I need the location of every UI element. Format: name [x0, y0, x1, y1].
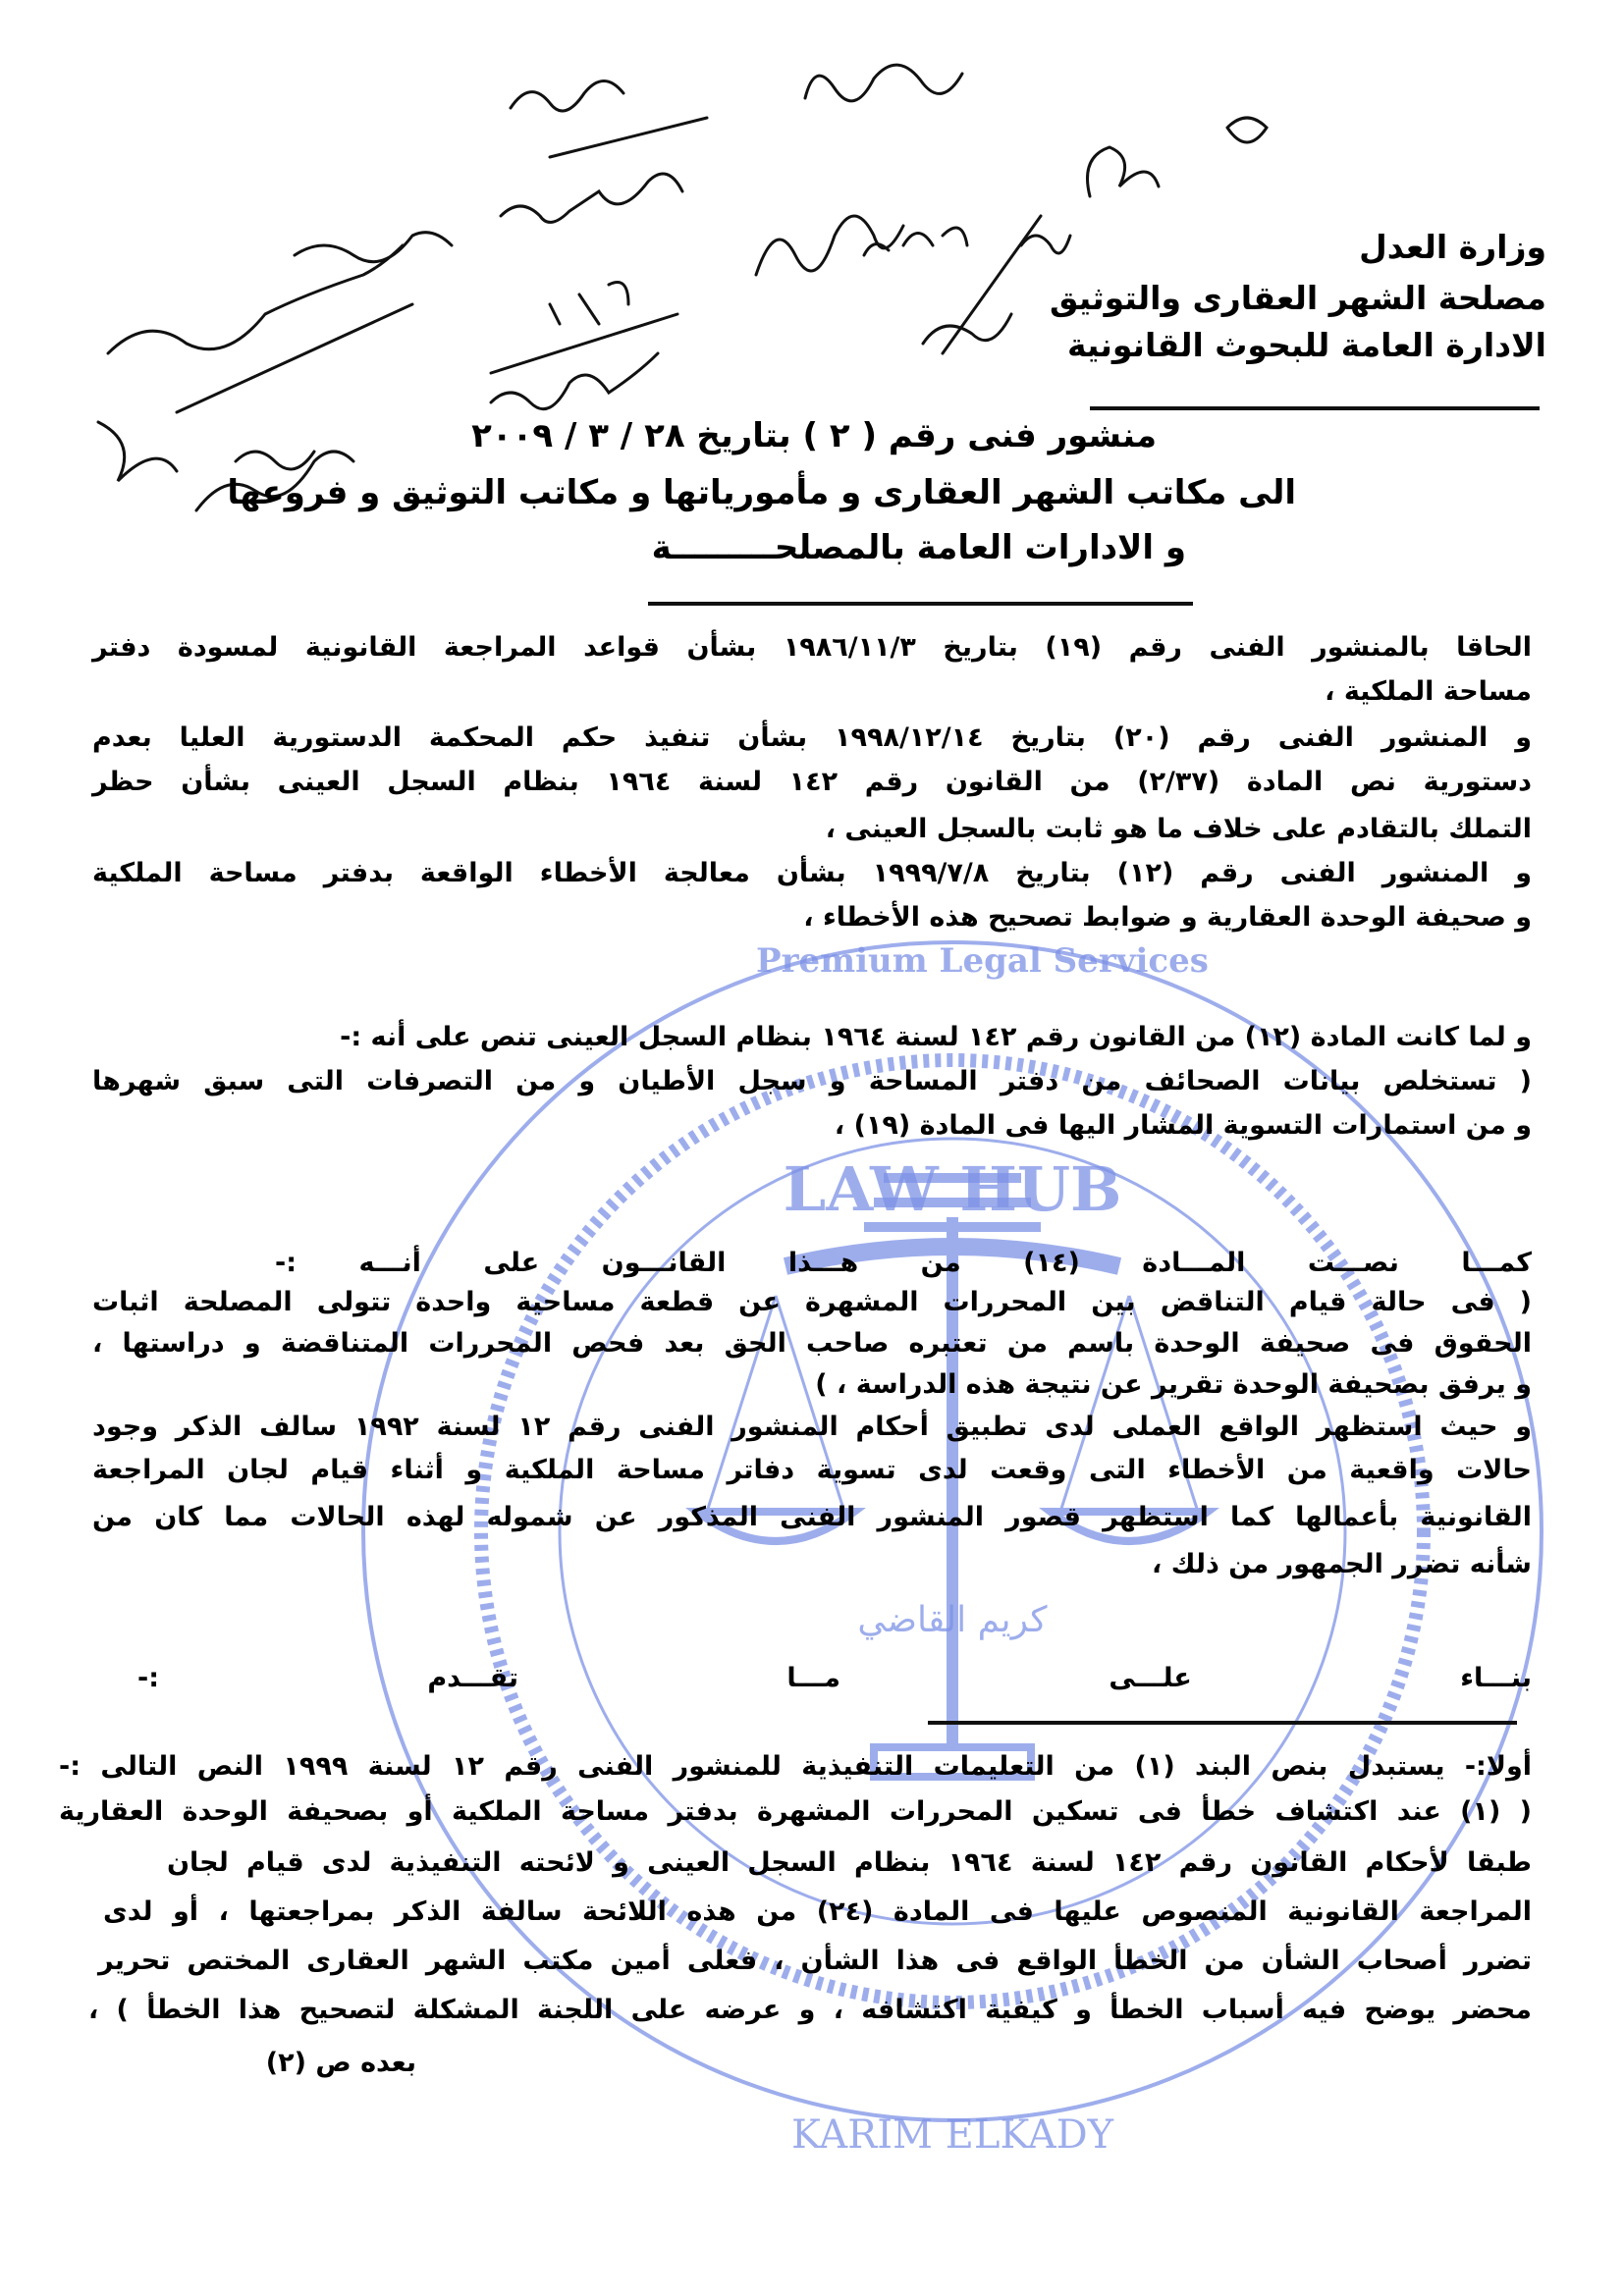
body-line: و من استمارات التسوية المشار اليها فى المادة (١٩) ،	[834, 1110, 1532, 1141]
therefore-heading: بنـــاء علـــى مـــا تقـــدم :-	[137, 1663, 1532, 1693]
body-line: و صحيفة الوحدة العقارية و ضوابط تصحيح هذه الأخطاء ،	[803, 902, 1532, 933]
body-line: حالات واقعية من الأخطاء التى وقعت لدى تسوية دفاتر مساحة الملكية و أثناء قيام لجان المراجعة	[92, 1455, 1532, 1485]
watermark-name-en: KARIM ELKADY	[790, 2112, 1114, 2158]
body-line: المراجعة القانونية المنصوص عليها فى المادة (٢٤) من هذه اللائحة سالفة الذكر بمراجعتها ، أو لدى	[103, 1896, 1532, 1927]
body-line: القانونية بأعمالها كما استظهر قصور المنشور الفنى المذكور عن شموله لهذه الحالات مما كان من	[92, 1502, 1532, 1532]
ministry-name: وزارة العدل	[1359, 228, 1546, 266]
body-line: أولا:- يستبدل بنص البند (١) من التعليمات التنفيذية للمنشور الفنى رقم ١٢ لسنة ١٩٩٩ النص التالى :-	[59, 1751, 1532, 1782]
watermark-brand: LAW HUB	[783, 1153, 1122, 1225]
circular-title: منشور فنى رقم ( ٢ ) بتاريخ ٢٨ / ٣ / ٢٠٠٩	[471, 416, 1157, 455]
body-line: و حيث استظهر الواقع العملى لدى تطبيق أحكام المنشور الفنى رقم ١٢ لسنة ١٩٩٢ سالف الذكر وجود	[92, 1412, 1532, 1442]
section-divider	[928, 1721, 1517, 1725]
body-line: ( (١) عند اكتشاف خطأ فى تسكين المحررات المشهرة بدفتر مساحة الملكية أو بصحيفة الوحدة العقارية	[59, 1796, 1532, 1827]
body-line: دستورية نص المادة (٢/٣٧) من القانون رقم ١٤٢ لسنة ١٩٦٤ بنظام السجل العينى بشأن حظر	[92, 767, 1532, 797]
body-line: و المنشور الفنى رقم (١٢) بتاريخ ١٩٩٩/٧/٨ بشأن معالجة الأخطاء الواقعة بدفتر مساحة الملكية	[92, 858, 1532, 888]
body-line: ( فى حالة قيام التناقض بين المحررات المشهرة عن قطعة مساحية واحدة تتولى المصلحة اثبات	[92, 1287, 1532, 1317]
body-line: الحقوق فى صحيفة الوحدة باسم من تعتبره صاحب الحق بعد فحص المحررات المتناقضة و دراستها ،	[92, 1328, 1532, 1359]
circular-addressee-2: و الادارات العامة بالمصلحـــــــــة	[651, 528, 1186, 567]
body-line: التملك بالتقادم على خلاف ما هو ثابت بالسجل العينى ،	[825, 814, 1532, 844]
department-name: الادارة العامة للبحوث القانونية	[1066, 326, 1546, 364]
body-line: طبقا لأحكام القانون رقم ١٤٢ لسنة ١٩٦٤ بنظام السجل العينى و لائحته التنفيذية لدى قيام لجان	[167, 1847, 1532, 1878]
body-line: و المنشور الفنى رقم (٢٠) بتاريخ ١٩٩٨/١٢/١٤ بشأن تنفيذ حكم المحكمة الدستورية العليا بعدم	[92, 722, 1533, 753]
watermark-tagline: Premium Legal Services	[756, 941, 1209, 981]
body-line: و يرفق بصحيفة الوحدة تقرير عن نتيجة هذه الدراسة ، )	[815, 1369, 1532, 1400]
circular-addressee-1: الى مكاتب الشهر العقارى و مأمورياتها و مكاتب التوثيق و فروعها	[227, 473, 1296, 512]
page-continuation: بعده ص (٢)	[265, 2048, 416, 2078]
body-line: شأنه تضرر الجمهور من ذلك ،	[1152, 1549, 1532, 1579]
body-line: مساحة الملكية ،	[1325, 676, 1532, 707]
body-line: ( تستخلص بيانات الصحائف من دفتر المساحة و سجل الأطيان و من التصرفات التى سبق شهرها	[92, 1066, 1532, 1096]
body-line: تضرر أصحاب الشأن من الخطأ الواقع فى هذا الشأن ، فعلى أمين مكتب الشهر العقارى المختص تحرير	[98, 1946, 1532, 1976]
title-divider	[648, 602, 1193, 606]
authority-name: مصلحة الشهر العقارى والتوثيق	[1050, 279, 1546, 317]
body-line: كمـــا نصـــت المـــادة (١٤) من هـــذا القانـــون على أنـــه :-	[275, 1248, 1532, 1278]
body-line: الحاقا بالمنشور الفنى رقم (١٩) بتاريخ ١٩٨٦/١١/٣ بشأن قواعد المراجعة القانونية لمسودة دفتر	[92, 632, 1532, 663]
body-line: محضر يوضح فيه أسباب الخطأ و كيفية اكتشافه ، و عرضه على اللجنة المشكلة لتصحيح هذا الخطأ ) ،	[88, 1995, 1532, 2025]
watermark-name-ar: كريم القاضي	[857, 1600, 1048, 1640]
body-line: و لما كانت المادة (١٢) من القانون رقم ١٤٢ لسنة ١٩٦٤ بنظام السجل العينى تنص على أنه :-	[340, 1022, 1532, 1052]
header-divider	[1090, 406, 1540, 410]
